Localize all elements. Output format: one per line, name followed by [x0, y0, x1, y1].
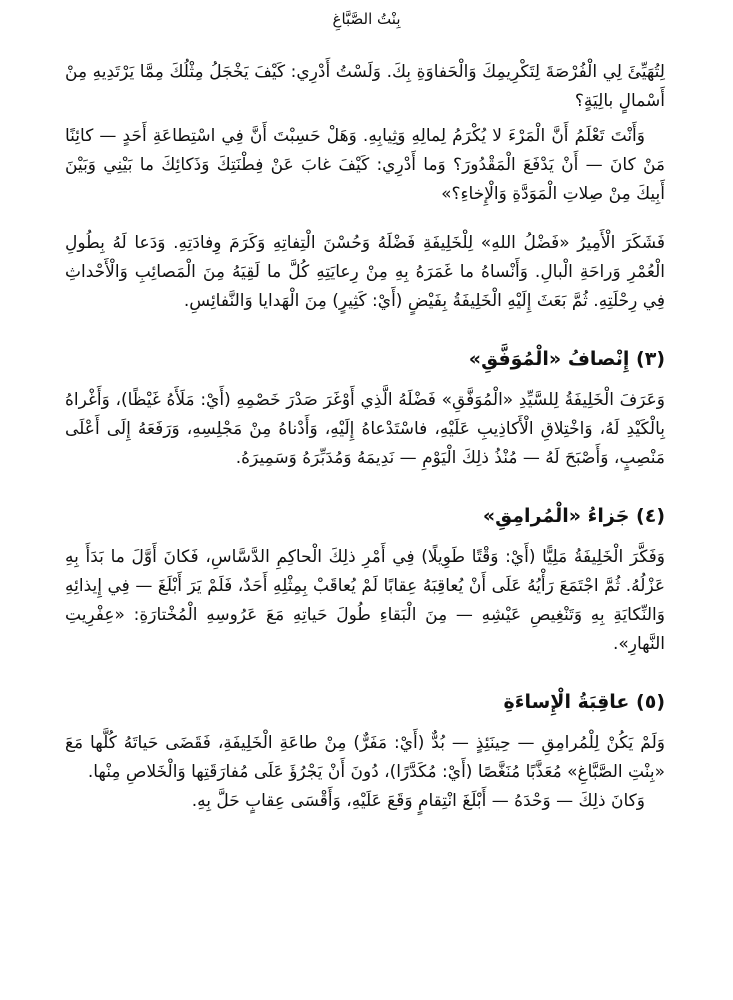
paragraph-prince-thanks: فَشَكَرَ الْأَمِيرُ «فَضْلُ اللهِ» لِلْخَلِيفَةِ فَضْلَهُ وَحُسْنَ الْتِفاتِهِ وَكَرَمَ وِفادَتِهِ. وَدَعا لَهُ بِطُولِ الْعُمْرِ وَراحَةِ الْبالِ. وَأَنْساهُ ما غَمَرَهُ بِهِ مِنْ رِعايَتِهِ كُلَّ ما لَقِيَهُ مِنَ الْمَصائِبِ وَالْأَحْداثِ فِي رِحْلَتِهِ. ثُمَّ بَعَثَ إِلَيْهِ الْخَلِيفَةُ بِفَيْضٍ (أَيْ: كَثِيرٍ) مِنَ الْهَدايا وَالنَّفائِسِ.: [65, 233, 665, 311]
paragraph-final-punishment: وَكانَ ذلِكَ — وَحْدَهُ — أَبْلَغَ انْتِقامٍ وَقَعَ عَلَيْهِ، وَأَقْسَى عِقابٍ حَلَّ بِهِ.: [191, 791, 645, 811]
section-title-5: (٥) عاقِبَةُ الْإِساءَةِ: [503, 691, 665, 713]
paragraph-muwaffaq-rewarded: وَعَرَفَ الْخَلِيفَةُ لِلسَّيِّدِ «الْمُوَفَّقِ» فَضْلَهُ الَّذِي أَوْغَرَ صَدْرَ خَصْمِهِ (أَيْ: مَلَأَهُ غَيْظًا)، وَأَغْراهُ بِالْكَيْدِ لَهُ، وَاخْتِلاقِ الْأَكاذِيبِ عَلَيْهِ، فاسْتَدْعاهُ إِلَيْهِ، وَأَدْناهُ مِنْ مَجْلِسِهِ، وَرَفَعَهُ إِلَى أَعْلَى مَنْصِبٍ، وَأَصْبَحَ لَهُ — مُنْذُ ذلِكَ الْيَوْمِ — نَدِيمَهُ وَمُدَبِّرَهُ وَسَمِيرَهُ.: [65, 390, 665, 468]
section-title-3: (٣) إِنْصافُ «الْمُوَفَّقِ»: [468, 348, 665, 370]
page-content: [65, 58, 665, 816]
paragraph-consequence: وَلَمْ يَكُنْ لِلْمُرامِقِ — حِينَئِذٍ — بُدٌّ (أَيْ: مَفَرٌّ) مِنْ طاعَةِ الْخَلِيفَةِ، فَقَضَى حَياتَهُ كُلَّها مَعَ «بِنْتِ الصَّبَّاغِ» مُعَذَّبًا مُنَغَّصًا (أَيْ: مُكَدَّرًا)، دُونَ أَنْ يَجْرُؤَ عَلَى مُفارَقَتِها وَالْخَلاصِ مِنْها.: [65, 733, 665, 782]
paragraph-hosts-speech-end: لِتُهَيِّئَ لِي الْفُرْصَةَ لِتَكْرِيمِكَ وَالْحَفاوَةِ بِكَ. وَلَسْتُ أَدْرِي: كَيْفَ يَخْجَلُ مِثْلُكَ مِمَّا يَرْتَدِيهِ مِنْ أَسْمالٍ بالِيَةٍ؟: [65, 62, 665, 111]
running-header: بِنْتُ الصَّبَّاغِ: [332, 10, 401, 28]
paragraph-murameq-punished: وَفَكَّرَ الْخَلِيفَةُ مَلِيًّا (أَيْ: وَقْتًا طَوِيلًا) فِي أَمْرِ ذلِكَ الْحاكِمِ الدَّسَّاسِ، فَكانَ أَوَّلَ ما بَدَأَ بِهِ عَزْلُهُ. ثُمَّ اجْتَمَعَ رَأْيُهُ عَلَى أَنْ يُعاقِبَهُ عِقابًا لَمْ يُعاقَبْ بِمِثْلِهِ أَحَدٌ، فَلَمْ يَرَ أَبْلَغَ — فِي إِيذائِهِ وَالنِّكايَةِ بِهِ وَتَنْغِيصِ عَيْشِهِ — مِنَ الْبَقاءِ طُولَ حَياتِهِ مَعَ عَرُوسِهِ الْمُخْتارَةِ: «عِفْرِيتِ النَّهارِ».: [65, 547, 665, 654]
paragraph-hosts-question: وَأَنْتَ تَعْلَمُ أَنَّ الْمَرْءَ لا يُكْرَمُ لِمالِهِ وَثِيابِهِ. وَهَلْ حَسِبْتَ أَنَّ فِي اسْتِطاعَةِ أَحَدٍ — كائِنًا مَنْ كانَ — أَنْ يَدْفَعَ الْمَقْدُورَ؟ وَما أَدْرِي: كَيْفَ غابَ عَنْ فِطْنَتِكَ وَذَكائِكَ ما بَيْنِي وَبَيْنَ أَبِيكَ مِنْ صِلاتِ الْمَوَدَّةِ وَالْإِخاءِ؟»: [65, 126, 665, 204]
section-title-4: (٤) جَزاءُ «الْمُرامِقِ»: [482, 505, 665, 527]
